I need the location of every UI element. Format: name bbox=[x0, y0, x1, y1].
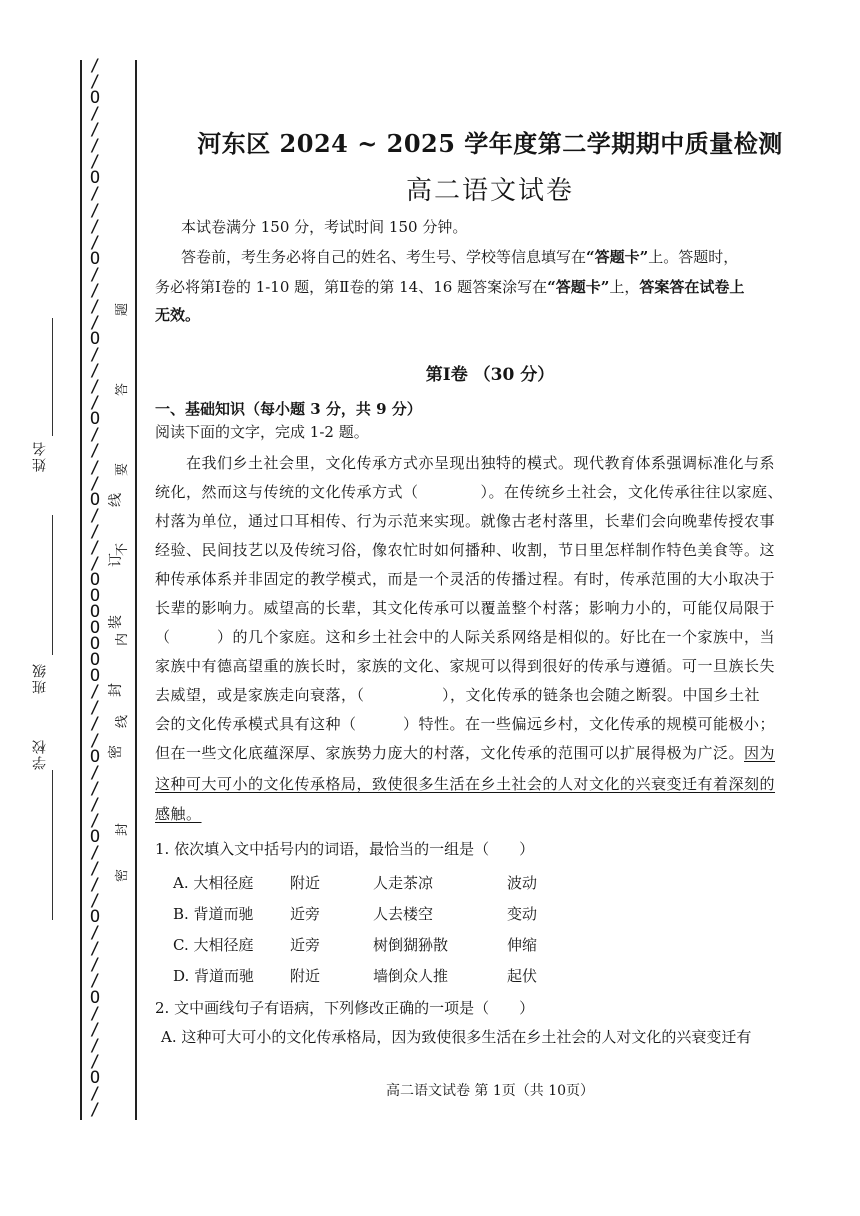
passage-text: 但在一些文化底蕴深厚、家族势力庞大的村落，文化传承的范围可以扩展得极为广泛。 bbox=[155, 744, 745, 762]
seal-ring-mark: O bbox=[89, 666, 101, 687]
option-label[interactable]: B. 背道而驰 bbox=[173, 905, 254, 923]
instruction-text: 上， bbox=[609, 278, 640, 296]
seal-slash-mark: / bbox=[89, 136, 101, 157]
warning-char: 题 bbox=[115, 302, 131, 317]
binding-rule-outer bbox=[80, 60, 82, 1120]
seal-ring-mark: O bbox=[89, 618, 101, 639]
part1-title: 一、基础知识（每小题 3 分，共 9 分） bbox=[155, 400, 422, 418]
option-word: 人去楼空 bbox=[373, 905, 434, 923]
warning-char: 密 bbox=[115, 868, 131, 883]
warning-char: 线 bbox=[115, 714, 131, 729]
passage-line: 去威望，或是家族走向衰落，（ ），文化传承的链条也会随之断裂。中国乡土社 bbox=[155, 686, 761, 704]
reading-prompt: 阅读下面的文字，完成 1-2 题。 bbox=[155, 423, 369, 441]
underlined-sentence: 这种可大可小的文化传承格局，致使很多生活在乡土社会的人对文化的兴衰变迁有着深刻的 bbox=[155, 775, 776, 793]
seal-slash-mark: / bbox=[89, 794, 101, 815]
passage-line: 在我们乡土社会里，文化传承方式亦呈现出独特的模式。现代教育体系强调标准化与系 bbox=[155, 454, 776, 472]
seal-slash-mark: / bbox=[89, 875, 101, 896]
seal-ring-mark: O bbox=[89, 746, 101, 767]
option-word: 附近 bbox=[290, 874, 321, 892]
seal-slash-mark: / bbox=[89, 104, 101, 125]
seal-ring-mark: O bbox=[89, 586, 101, 606]
option-word: 起伏 bbox=[507, 967, 538, 985]
seal-slash-mark: / bbox=[89, 842, 101, 863]
passage-line: 统化，然而这与传统的文化传承方式（ ）。在传统乡土社会，文化传承往往以家庭、 bbox=[155, 483, 784, 501]
seal-slash-mark: / bbox=[89, 1019, 101, 1040]
binding-rule-inner bbox=[135, 60, 137, 1120]
question-2-option-a[interactable]: A. 这种可大可小的文化传承格局，因为致使很多生活在乡土社会的人对文化的兴衰变迁有 bbox=[161, 1028, 752, 1046]
seal-ring-mark: O bbox=[89, 634, 101, 655]
seal-slash-mark: / bbox=[89, 280, 101, 301]
seal-slash-mark: / bbox=[89, 698, 101, 719]
answer-card-term: “答题卡” bbox=[547, 278, 610, 296]
option-word: 人走茶凉 bbox=[373, 874, 434, 892]
seal-slash-mark: / bbox=[89, 1051, 101, 1072]
option-word: 伸缩 bbox=[507, 936, 538, 954]
seal-slash-mark: / bbox=[89, 377, 101, 398]
option-word: 变动 bbox=[507, 905, 538, 923]
seal-slash-mark: / bbox=[89, 714, 101, 735]
warning-char: 不 bbox=[115, 542, 131, 557]
seal-ring-mark: O bbox=[89, 329, 101, 350]
instruction-warning: 答案答在试卷上 bbox=[639, 278, 745, 296]
seal-slash-mark: / bbox=[89, 152, 101, 173]
seal-slash-mark: / bbox=[89, 537, 101, 558]
seal-slash-mark: / bbox=[89, 505, 101, 526]
seal-slash-mark: / bbox=[89, 923, 101, 944]
seal-ring-mark: O bbox=[89, 409, 101, 430]
seal-slash-mark: / bbox=[89, 939, 101, 960]
seal-ring-mark: O bbox=[89, 88, 101, 109]
seal-slash-mark: / bbox=[89, 312, 101, 333]
option-label[interactable]: C. 大相径庭 bbox=[173, 936, 254, 954]
passage-line: 长辈的影响力。威望高的长辈，其文化传承可以覆盖整个村落；影响力小的，可能仅局限于 bbox=[155, 599, 776, 617]
instruction-line-2 bbox=[181, 246, 738, 267]
name-field-line[interactable] bbox=[52, 318, 53, 436]
seal-ring-label: 订 bbox=[108, 553, 124, 567]
warning-char: 要 bbox=[115, 462, 131, 477]
instruction-line-1: 本试卷满分 150 分，考试时间 150 分钟。 bbox=[181, 218, 468, 236]
instruction-text: 上。答题时， bbox=[648, 248, 739, 266]
passage-line: 经验、民间技艺以及传统习俗，像农忙时如何播种、收割，节日里怎样制作特色美食等。这 bbox=[155, 541, 776, 559]
class-field-label: 班级 bbox=[32, 662, 48, 694]
seal-slash-mark: / bbox=[89, 1083, 101, 1104]
seal-slash-mark: / bbox=[89, 521, 101, 542]
seal-slash-mark: / bbox=[89, 72, 101, 93]
binding-margin bbox=[0, 0, 150, 1216]
seal-slash-mark: / bbox=[89, 859, 101, 880]
seal-slash-mark: / bbox=[89, 778, 101, 799]
seal-ring-mark: O bbox=[89, 907, 101, 928]
instruction-line-3 bbox=[155, 276, 744, 297]
question-2-stem: 2. 文中画线句子有语病，下列修改正确的一项是（ ） bbox=[155, 999, 535, 1017]
seal-slash-mark: / bbox=[89, 56, 101, 76]
seal-ring-mark: O bbox=[89, 650, 101, 671]
exam-subtitle: 高二语文试卷 bbox=[405, 176, 574, 206]
instruction-line-4: 无效。 bbox=[155, 306, 201, 324]
underlined-sentence-start: 因为 bbox=[744, 744, 776, 762]
school-field-label: 学校 bbox=[32, 738, 48, 770]
seal-slash-mark: / bbox=[89, 1003, 101, 1024]
class-field-line[interactable] bbox=[52, 515, 53, 655]
question-1-stem: 1. 依次填入文中括号内的词语，最恰当的一组是（ ） bbox=[155, 840, 535, 858]
instruction-text: 答卷前，考生务必将自己的姓名、考生号、学校等信息填写在 bbox=[181, 248, 587, 266]
exam-title: 河东区 2024 ~ 2025 学年度第二学期期中质量检测 bbox=[197, 129, 783, 158]
seal-slash-mark: / bbox=[89, 296, 101, 317]
passage-line: 家族中有德高望重的族长时，家族的文化、家规可以得到很好的传承与遵循。可一旦族长失 bbox=[155, 657, 776, 675]
seal-ring-label: 装 bbox=[108, 615, 124, 629]
option-word: 近旁 bbox=[290, 936, 321, 954]
seal-slash-mark: / bbox=[89, 120, 101, 141]
seal-slash-mark: / bbox=[89, 345, 101, 366]
section-title: 第Ⅰ卷 （30 分） bbox=[425, 365, 555, 385]
warning-char: 封 bbox=[115, 822, 131, 837]
seal-ring-mark: O bbox=[89, 168, 101, 189]
seal-ring-mark: O bbox=[89, 826, 101, 847]
seal-slash-mark: / bbox=[89, 425, 101, 446]
seal-slash-mark: / bbox=[89, 393, 101, 414]
option-label[interactable]: A. 大相径庭 bbox=[173, 874, 254, 892]
option-word: 墙倒众人推 bbox=[373, 967, 449, 985]
option-word: 树倒猢狲散 bbox=[373, 936, 449, 954]
passage-line bbox=[155, 742, 810, 763]
seal-line-pattern bbox=[83, 58, 107, 1118]
seal-slash-mark: / bbox=[89, 762, 101, 783]
instruction-text: 务必将第Ⅰ卷的 1-10 题，第Ⅱ卷的第 14、16 题答案涂写在 bbox=[155, 278, 548, 296]
seal-slash-mark: / bbox=[89, 891, 101, 912]
passage-line: 村落为单位，通过口耳相传、行为示范来实现。就像古老村落里，长辈们会向晚辈传授农事 bbox=[155, 512, 776, 530]
seal-ring-label: 线 bbox=[108, 493, 124, 507]
seal-slash-mark: / bbox=[89, 361, 101, 382]
seal-ring-mark: O bbox=[89, 602, 101, 623]
option-word: 波动 bbox=[507, 874, 538, 892]
name-field-label: 姓名 bbox=[32, 440, 48, 472]
seal-ring-mark: O bbox=[89, 1067, 101, 1088]
option-word: 附近 bbox=[290, 967, 321, 985]
seal-slash-mark: / bbox=[89, 473, 101, 494]
seal-slash-mark: / bbox=[89, 184, 101, 205]
seal-ring-label: 密 bbox=[108, 745, 124, 759]
seal-slash-mark: / bbox=[89, 730, 101, 751]
seal-ring-mark: O bbox=[89, 489, 101, 510]
warning-char: 内 bbox=[115, 632, 131, 647]
seal-slash-mark: / bbox=[89, 1035, 101, 1056]
passage-line: 会的文化传承模式具有这种（ ）特性。在一些偏远乡村，文化传承的规模可能极小； bbox=[155, 715, 776, 733]
seal-slash-mark: / bbox=[89, 264, 101, 285]
seal-ring-mark: O bbox=[89, 248, 101, 269]
seal-slash-mark: / bbox=[89, 1099, 101, 1120]
seal-slash-mark: / bbox=[89, 553, 101, 574]
option-word: 近旁 bbox=[290, 905, 321, 923]
seal-slash-mark: / bbox=[89, 955, 101, 976]
school-field-line[interactable] bbox=[52, 770, 53, 920]
seal-slash-mark: / bbox=[89, 216, 101, 237]
option-label[interactable]: D. 背道而驰 bbox=[173, 967, 255, 985]
seal-slash-mark: / bbox=[89, 457, 101, 478]
seal-slash-mark: / bbox=[89, 232, 101, 253]
seal-slash-mark: / bbox=[89, 200, 101, 221]
seal-slash-mark: / bbox=[89, 810, 101, 831]
answer-card-term: “答题卡” bbox=[586, 248, 649, 266]
seal-slash-mark: / bbox=[89, 682, 101, 703]
seal-ring-mark: O bbox=[89, 569, 101, 590]
seal-ring-label: 封 bbox=[108, 683, 124, 697]
passage-line: （ ）的几个家庭。这和乡土社会中的人际关系网络是相似的。好比在一个家族中，当 bbox=[155, 628, 776, 646]
seal-ring-mark: O bbox=[89, 987, 101, 1008]
seal-slash-mark: / bbox=[89, 971, 101, 992]
page-footer: 高二语文试卷 第 1页（共 10页） bbox=[385, 1083, 595, 1099]
underlined-sentence-end: 感触。 bbox=[155, 805, 202, 823]
passage-line: 种传承体系并非固定的教学模式，而是一个灵活的传播过程。有时，传承范围的大小取决于 bbox=[155, 570, 776, 588]
seal-slash-mark: / bbox=[89, 441, 101, 462]
warning-char: 答 bbox=[115, 382, 131, 397]
